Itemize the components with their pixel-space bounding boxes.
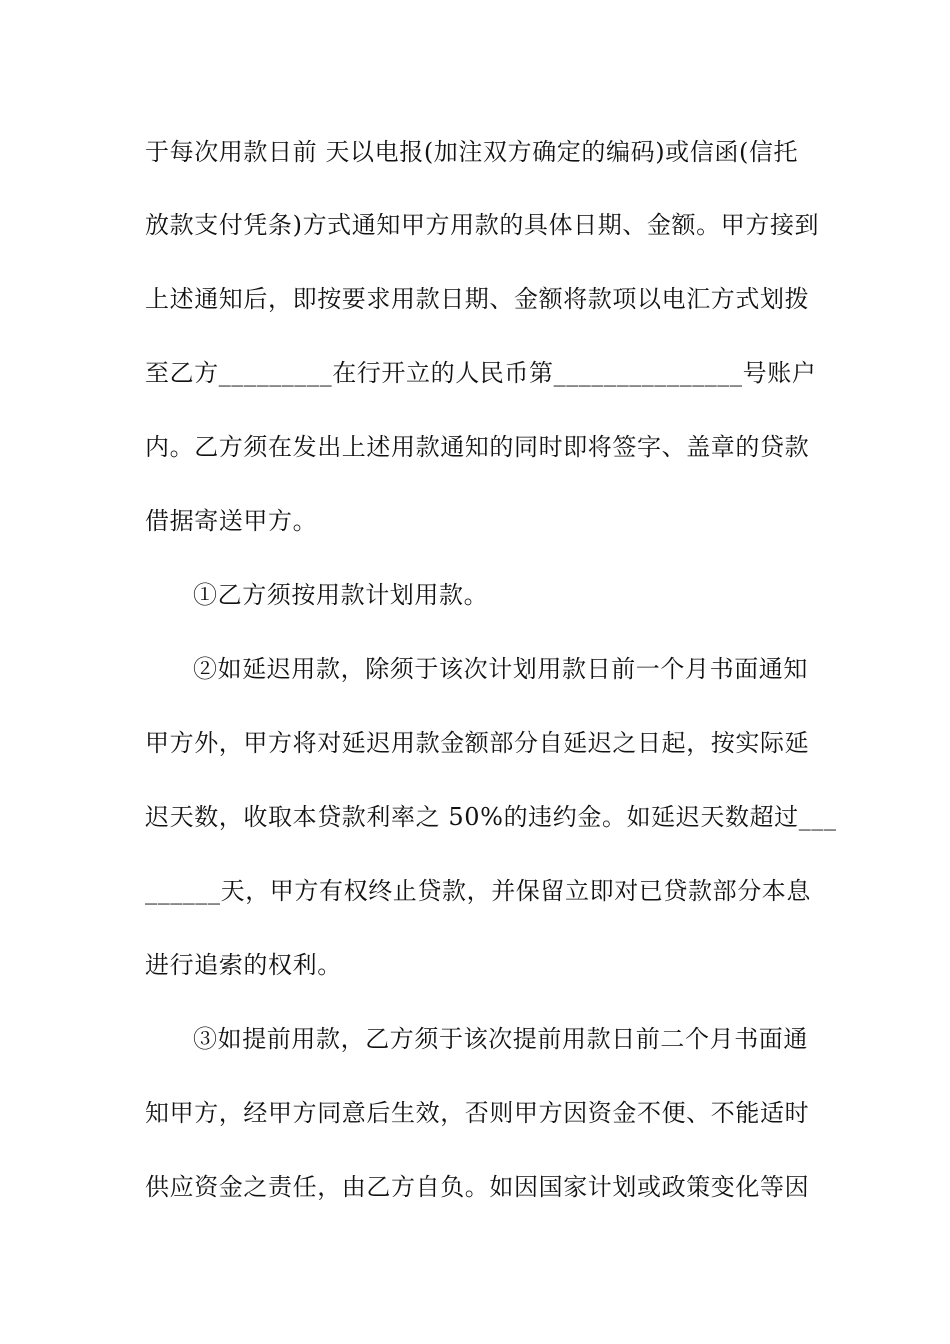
body-text-line: 放款支付凭条)方式通知甲方用款的具体日期、金额。甲方接到 — [145, 211, 820, 239]
clause-2-text: ②如延迟用款，除须于该次计划用款日前一个月书面通知 — [193, 655, 808, 683]
body-text-line: 甲方外，甲方将对延迟用款金额部分自延迟之日起，按实际延 — [145, 729, 810, 757]
body-text-line: ______天，甲方有权终止贷款，并保留立即对已贷款部分本息 — [145, 877, 811, 905]
body-text-line: 供应资金之责任，由乙方自负。如因国家计划或政策变化等因 — [145, 1173, 810, 1201]
body-text-line: 于每次用款日前 天以电报(加注双方确定的编码)或信函(信托 — [145, 138, 799, 166]
clause-3-text: ③如提前用款，乙方须于该次提前用款日前二个月书面通 — [193, 1025, 808, 1053]
body-text-line: 内。乙方须在发出上述用款通知的同时即将签字、盖章的贷款 — [145, 433, 810, 461]
body-text-line: 知甲方，经甲方同意后生效，否则甲方因资金不便、不能适时 — [145, 1099, 810, 1127]
body-text-line: 进行追索的权利。 — [145, 951, 342, 979]
body-text-line: 迟天数，收取本贷款利率之 50%的违约金。如延迟天数超过___ — [145, 803, 837, 831]
body-text-line: 上述通知后，即按要求用款日期、金额将款项以电汇方式划拨 — [145, 285, 810, 313]
clause-1-text: ①乙方须按用款计划用款。 — [193, 581, 489, 609]
body-text-line: 借据寄送甲方。 — [145, 507, 318, 535]
body-text-line: 至乙方_________在行开立的人民币第_______________号账户 — [145, 359, 817, 387]
